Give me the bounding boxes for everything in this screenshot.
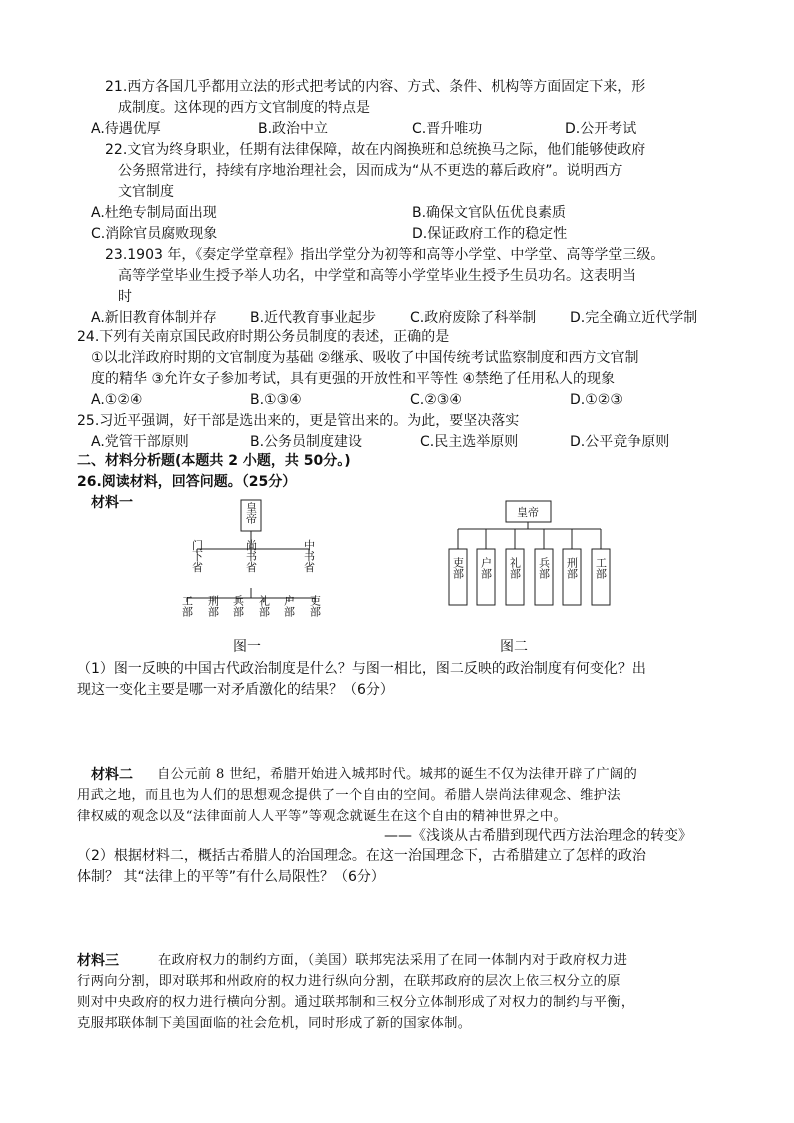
fig2-emperor-box: 皇帝	[517, 506, 539, 519]
q23-option-c: C.政府废除了科举制	[410, 310, 537, 326]
material-3-line3: 则对中央政府的权力进行横向分割。通过联邦制和三权分立体制形成了对权力的制约与平衡，	[77, 995, 635, 1010]
subq1-line1: （1）图一反映的中国古代政治制度是什么？与图一相比，图二反映的政治制度有何变化？出	[77, 661, 646, 677]
q21-option-d: D.公开考试	[565, 121, 637, 137]
q25-option-b: B.公务员制度建设	[250, 434, 363, 450]
q23-stem-line2: 高等学堂毕业生授予举人功名，中学堂和高等小学堂毕业生授予生员功名。这表明当	[118, 268, 636, 284]
fig1-bu: 吏部	[308, 595, 322, 617]
subq1-line2: 现这一变化主要是哪一对矛盾激化的结果？（6分）	[77, 682, 394, 698]
fig1-bu: 刑部	[206, 595, 220, 617]
material-2-label: 材料二	[91, 767, 133, 783]
q23-option-b: B.近代教育事业起步	[250, 310, 377, 326]
q22-option-c: C.消除官员腐败现象	[91, 226, 218, 242]
material-2-line2: 用武之地，而且也为人们的思想观念提供了一个自由的空间。希腊人崇尚法律观念、维护法	[77, 788, 621, 803]
fig1-bu: 户部	[282, 595, 296, 617]
q23-option-a: A.新旧教育体制并存	[91, 310, 217, 326]
q21-option-c: C.晋升唯功	[412, 121, 483, 137]
section-heading: 二、材料分析题(本题共 2 小题，共 50分。)	[77, 453, 351, 469]
fig1-emperor-box: 皇帝	[244, 502, 258, 524]
fig1-bu: 礼部	[257, 595, 271, 617]
q24-stem-line1: 24.下列有关南京国民政府时期公务员制度的表述，正确的是	[77, 329, 450, 345]
material-3-line2: 行两向分割，即对联邦和州政府的权力进行纵向分割，在联邦政府的层次上依三权分立的原	[77, 974, 621, 989]
fig1-zhongshu-sheng: 中书省	[302, 539, 316, 573]
q26-heading: 26.阅读材料，回答问题。（25分）	[77, 474, 297, 490]
q24-stem-line2: ①以北洋政府时期的文官制度为基础 ②继承、吸收了中国传统考试监察制度和西方文官制	[91, 350, 639, 366]
q24-option-c: C.②③④	[410, 392, 462, 408]
fig2-bu: 刑部	[565, 557, 579, 579]
q22-stem-line1: 22.文官为终身职业，任期有法律保障，故在内阁换班和总统换马之际，他们能够使政府	[105, 142, 646, 158]
q25-stem: 25.习近平强调，好干部是选出来的，更是管出来的。为此，要坚决落实	[77, 413, 520, 429]
material-3-label: 材料三	[77, 953, 119, 969]
fig2-bu: 吏部	[451, 557, 465, 579]
figure-2-diagram	[440, 496, 620, 626]
q24-option-d: D.①②③	[570, 392, 623, 408]
q22-stem-line2: 公务照常进行，持续有序地治理社会，因而成为“从不更迭的幕后政府”。说明西方	[118, 163, 623, 179]
material-2-line3: 律权威的观念以及“法律面前人人平等”等观念就诞生在这个自由的精神世界之中。	[77, 809, 568, 824]
q25-option-d: D.公平竞争原则	[570, 434, 670, 450]
q23-stem-line1: 23.1903 年，《奏定学堂章程》指出学堂分为初等和高等小学堂、中学堂、高等学堂三级。	[105, 247, 665, 263]
subq2-line1: （2）根据材料二，概括古希腊人的治国理念。在这一治国理念下，古希腊建立了怎样的政治	[77, 848, 646, 864]
material-3-line4: 克服邦联体制下美国面临的社会危机，同时形成了新的国家体制。	[77, 1016, 472, 1031]
q25-option-c: C.民主选举原则	[420, 434, 519, 450]
q21-stem-line1: 21.西方各国几乎都用立法的形式把考试的内容、方式、条件、机构等方面固定下来，形	[105, 79, 646, 95]
q22-option-a: A.杜绝专制局面出现	[91, 205, 217, 221]
q21-option-a: A.待遇优厚	[91, 121, 161, 137]
figure-2-caption: 图二	[500, 639, 528, 655]
subq2-line2: 体制？ 其“法律上的平等”有什么局限性？（6分）	[77, 869, 385, 885]
q24-option-a: A.①②④	[91, 392, 143, 408]
material-2-source: ——《浅谈从古希腊到现代西方法治理念的转变》	[384, 828, 692, 844]
figure-1-diagram	[170, 498, 330, 633]
material-2-line1: 自公元前 8 世纪，希腊开始进入城邦时代。城邦的诞生不仅为法律开辟了广阔的	[157, 767, 638, 782]
fig1-shangshu-sheng: 尚书省	[244, 539, 258, 573]
fig2-bu: 兵部	[537, 557, 551, 579]
q23-stem-line3: 时	[118, 289, 132, 305]
material-3-line1: 在政府权力的制约方面，（美国）联邦宪法采用了在同一体制内对于政府权力进	[158, 953, 628, 968]
figure-1-caption: 图一	[233, 639, 261, 655]
q23-option-d: D.完全确立近代学制	[570, 310, 698, 326]
fig1-bu: 兵部	[231, 595, 245, 617]
fig2-bu: 礼部	[508, 557, 522, 579]
q21-stem-line2: 成制度。这体现的西方文官制度的特点是	[118, 100, 370, 116]
q21-option-b: B.政治中立	[258, 121, 329, 137]
q22-stem-line3: 文官制度	[118, 184, 174, 200]
fig2-bu: 户部	[479, 557, 493, 579]
q25-option-a: A.党管干部原则	[91, 434, 189, 450]
fig1-bu: 工部	[180, 595, 194, 617]
q24-stem-line3: 度的精华 ③允许女子参加考试，具有更强的开放性和平等性 ④禁绝了任用私人的现象	[91, 371, 615, 387]
fig1-menxia-sheng: 门下省	[190, 539, 204, 573]
fig2-bu: 工部	[594, 557, 608, 579]
q24-option-b: B.①③④	[250, 392, 302, 408]
material-1-label: 材料一	[91, 495, 133, 511]
q22-option-b: B.确保文官队伍优良素质	[412, 205, 567, 221]
q22-option-d: D.保证政府工作的稳定性	[412, 226, 568, 242]
